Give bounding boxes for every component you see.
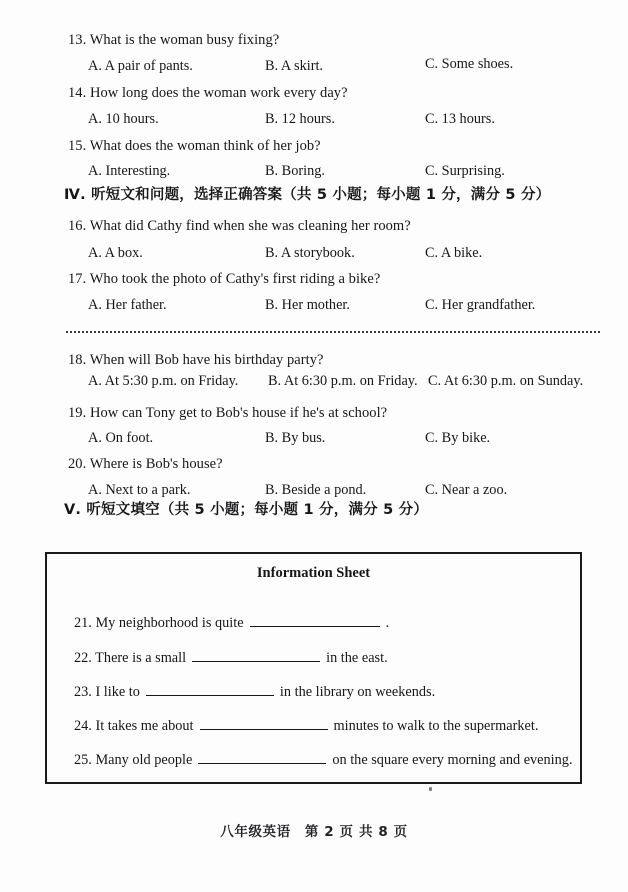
fill-item-24 — [74, 715, 538, 733]
option-18-c[interactable]: C. At 6:30 p.m. on Sunday. — [428, 373, 584, 389]
question-stem-20: 20. Where is Bob's house? — [68, 456, 223, 472]
fill-item-25-after: on the square every morning and evening. — [332, 751, 573, 768]
page-footer: 八年级英语 第 2 页 共 8 页 — [220, 824, 408, 840]
option-20-a[interactable]: A. Next to a park. — [88, 482, 191, 498]
option-17-b[interactable]: B. Her mother. — [265, 297, 350, 313]
scan-speck — [429, 787, 432, 791]
option-17-a[interactable]: A. Her father. — [88, 297, 167, 313]
option-20-b[interactable]: B. Beside a pond. — [265, 482, 367, 498]
fill-item-22-before: 22. There is a small — [74, 649, 187, 666]
question-stem-15: 15. What does the woman think of her job? — [68, 138, 321, 154]
option-16-a[interactable]: A. A box. — [88, 245, 143, 261]
information-sheet-box — [45, 552, 582, 784]
option-15-b[interactable]: B. Boring. — [265, 163, 325, 179]
fill-item-24-after: minutes to walk to the supermarket. — [333, 717, 539, 734]
option-15-c[interactable]: C. Surprising. — [425, 163, 505, 179]
option-13-a[interactable]: A. A pair of pants. — [88, 58, 193, 74]
option-17-c[interactable]: C. Her grandfather. — [425, 297, 536, 313]
fill-item-25-blank[interactable] — [198, 749, 326, 764]
option-14-a[interactable]: A. 10 hours. — [88, 111, 159, 127]
information-sheet-title: Information Sheet — [256, 565, 371, 581]
fill-item-25-before: 25. Many old people — [74, 751, 193, 768]
fill-item-21 — [74, 612, 389, 630]
option-18-a[interactable]: A. At 5:30 p.m. on Friday. — [88, 373, 239, 389]
fill-item-22-after: in the east. — [326, 649, 388, 666]
option-18-b[interactable]: B. At 6:30 p.m. on Friday. — [268, 373, 418, 389]
fill-item-21-before: 21. My neighborhood is quite — [74, 614, 244, 631]
fill-item-23-after: in the library on weekends. — [279, 683, 436, 700]
option-13-b[interactable]: B. A skirt. — [265, 58, 323, 74]
fill-item-21-after: . — [385, 614, 390, 631]
fill-item-24-before: 24. It takes me about — [74, 717, 194, 734]
question-stem-17: 17. Who took the photo of Cathy's first riding a bike? — [68, 271, 381, 287]
fill-item-24-blank[interactable] — [200, 715, 328, 730]
section-heading-5: Ⅴ. 听短文填空（共 5 小题；每小题 1 分，满分 5 分） — [64, 502, 429, 518]
option-19-c[interactable]: C. By bike. — [425, 430, 491, 446]
option-19-b[interactable]: B. By bus. — [265, 430, 326, 446]
question-stem-18: 18. When will Bob have his birthday party? — [68, 352, 324, 368]
option-16-b[interactable]: B. A storybook. — [265, 245, 355, 261]
question-stem-13: 13. What is the woman busy fixing? — [68, 32, 280, 48]
section-heading-4: Ⅳ. 听短文和问题，选择正确答案（共 5 小题；每小题 1 分，满分 5 分） — [64, 187, 551, 203]
fill-item-22 — [74, 647, 388, 665]
dotted-separator — [66, 331, 600, 333]
option-16-c[interactable]: C. A bike. — [425, 245, 483, 261]
fill-item-25 — [74, 749, 573, 767]
fill-item-23-blank[interactable] — [146, 681, 274, 696]
option-15-a[interactable]: A. Interesting. — [88, 163, 171, 179]
option-14-c[interactable]: C. 13 hours. — [425, 111, 495, 127]
option-14-b[interactable]: B. 12 hours. — [265, 111, 335, 127]
question-stem-14: 14. How long does the woman work every day? — [68, 85, 348, 101]
fill-item-23-before: 23. I like to — [74, 683, 140, 700]
fill-item-22-blank[interactable] — [192, 647, 320, 662]
question-stem-16: 16. What did Cathy find when she was cleaning her room? — [68, 218, 411, 234]
question-stem-19: 19. How can Tony get to Bob's house if he's at school? — [68, 405, 388, 421]
option-20-c[interactable]: C. Near a zoo. — [425, 482, 508, 498]
fill-item-21-blank[interactable] — [250, 612, 380, 627]
option-19-a[interactable]: A. On foot. — [88, 430, 154, 446]
option-13-c[interactable]: C. Some shoes. — [425, 56, 514, 72]
fill-item-23 — [74, 681, 435, 699]
